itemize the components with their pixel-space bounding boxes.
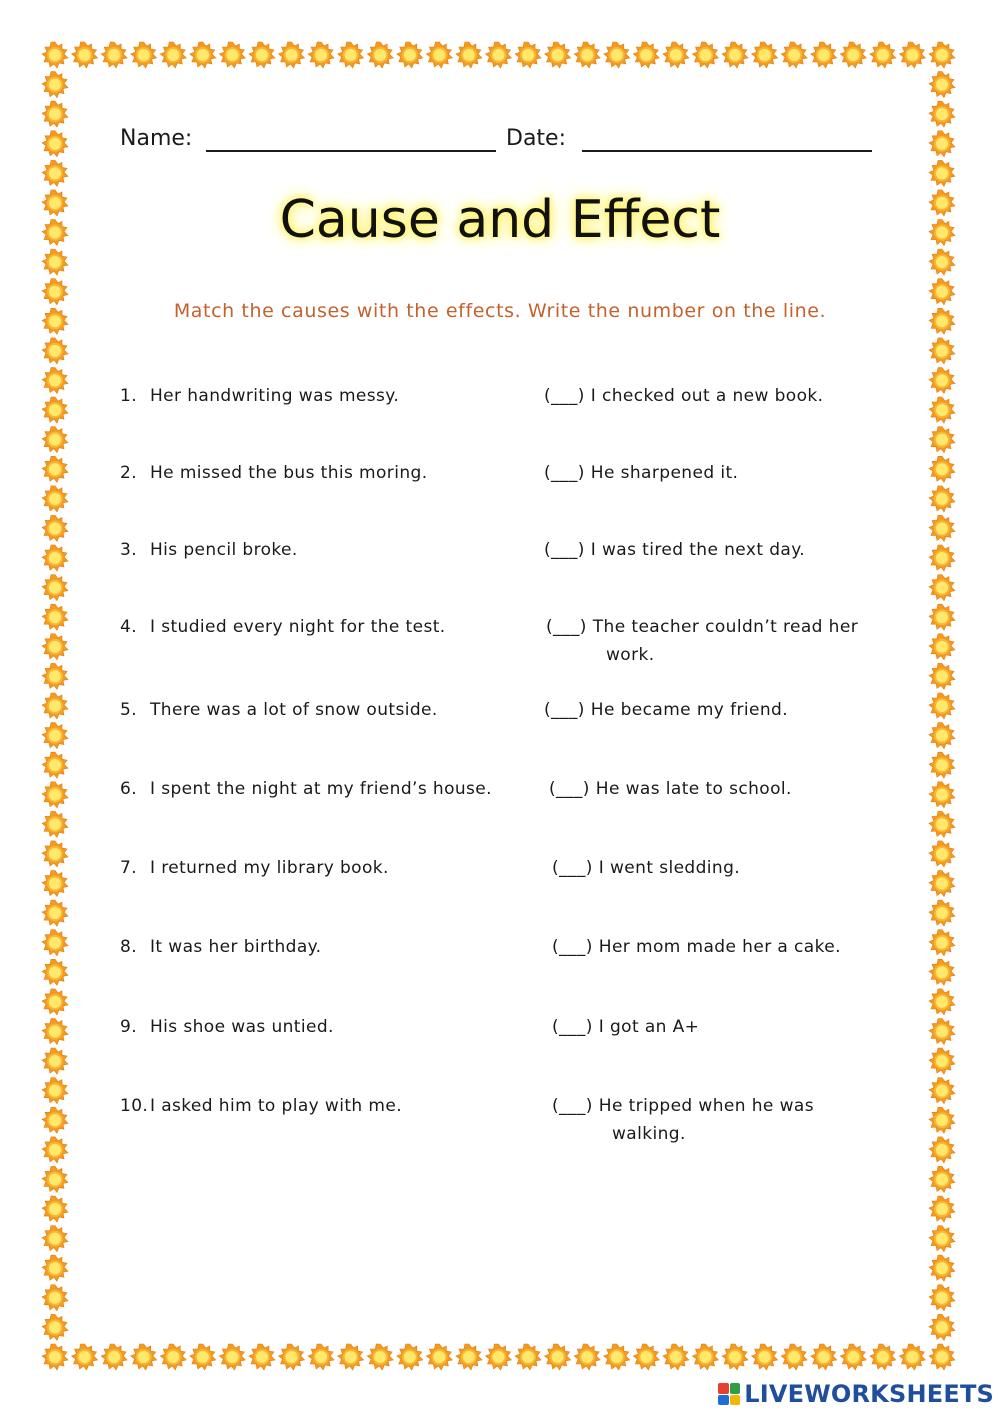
sun-icon: [42, 900, 68, 926]
sun-icon: [929, 486, 955, 512]
answer-blank[interactable]: (___): [552, 1096, 593, 1116]
effect-text: I went sledding.: [598, 858, 741, 878]
effect-item: [549, 779, 889, 799]
page-title: Cause and Effect: [279, 190, 721, 250]
sun-icon: [42, 397, 68, 423]
cause-item: [120, 858, 389, 878]
effect-text-continued: walking.: [612, 1124, 686, 1144]
sun-icon: [545, 42, 571, 68]
cause-number: 1.: [120, 386, 138, 406]
sun-icon: [279, 42, 305, 68]
cause-text: He missed the bus this moring.: [150, 463, 428, 483]
sun-icon: [42, 663, 68, 689]
brand-text: LIVEWORKSHEETS: [744, 1380, 994, 1408]
sun-icon: [899, 1344, 925, 1370]
sun-icon: [929, 456, 955, 482]
sun-icon: [486, 42, 512, 68]
cause-text: I studied every night for the test.: [150, 617, 446, 637]
sun-icon: [42, 930, 68, 956]
sun-icon: [722, 1344, 748, 1370]
sun-icon: [42, 604, 68, 630]
sun-icon: [42, 1314, 68, 1340]
sun-icon: [42, 101, 68, 127]
sun-icon: [42, 72, 68, 98]
sun-icon: [131, 42, 157, 68]
sun-icon: [42, 1255, 68, 1281]
sun-icon: [42, 811, 68, 837]
sun-icon: [42, 1285, 68, 1311]
sun-icon: [42, 723, 68, 749]
effect-text: He was late to school.: [595, 779, 792, 799]
effect-text: I got an A+: [598, 1017, 700, 1037]
sun-icon: [929, 989, 955, 1015]
sun-icon: [426, 42, 452, 68]
cause-text: It was her birthday.: [150, 937, 322, 957]
sun-icon: [279, 1344, 305, 1370]
effect-item: [552, 858, 892, 878]
sun-icon: [929, 42, 955, 68]
sun-icon: [42, 515, 68, 541]
sun-icon: [190, 1344, 216, 1370]
cause-text: His shoe was untied.: [150, 1017, 334, 1037]
sun-icon: [515, 42, 541, 68]
sun-icon: [929, 663, 955, 689]
cause-number: 5.: [120, 700, 138, 720]
sun-icon: [929, 368, 955, 394]
sun-icon: [42, 1226, 68, 1252]
name-label: Name:: [120, 126, 193, 151]
sun-icon: [633, 42, 659, 68]
sun-icon: [42, 1166, 68, 1192]
sun-icon: [426, 1344, 452, 1370]
sun-icon: [42, 693, 68, 719]
effect-item: [544, 463, 884, 483]
sun-icon: [929, 160, 955, 186]
sun-icon: [929, 515, 955, 541]
sun-icon: [840, 1344, 866, 1370]
sun-icon: [42, 782, 68, 808]
sun-icon: [486, 1344, 512, 1370]
sun-icon: [72, 1344, 98, 1370]
cause-item: [120, 779, 492, 799]
sun-icon: [545, 1344, 571, 1370]
cause-item: [120, 540, 298, 560]
effect-text-continued: work.: [606, 645, 655, 665]
cause-number: 4.: [120, 617, 138, 637]
sun-icon: [663, 42, 689, 68]
sun-icon: [42, 160, 68, 186]
cause-number: 7.: [120, 858, 138, 878]
name-date-line: [120, 122, 880, 158]
sun-icon: [929, 723, 955, 749]
sun-icon: [249, 42, 275, 68]
effect-item: [552, 1096, 892, 1144]
sun-icon: [308, 1344, 334, 1370]
sun-icon: [101, 1344, 127, 1370]
sun-icon: [929, 131, 955, 157]
sun-icon: [42, 1344, 68, 1370]
sun-icon: [338, 1344, 364, 1370]
sun-icon: [456, 1344, 482, 1370]
cause-number: 6.: [120, 779, 138, 799]
sun-icon: [42, 249, 68, 275]
sun-icon: [752, 42, 778, 68]
sun-icon: [42, 752, 68, 778]
liveworksheets-logo-icon: [718, 1383, 740, 1405]
sun-icon: [929, 575, 955, 601]
sun-icon: [929, 1344, 955, 1370]
cause-number: 9.: [120, 1017, 138, 1037]
sun-icon: [42, 486, 68, 512]
sun-icon: [899, 42, 925, 68]
sun-icon: [101, 42, 127, 68]
sun-icon: [929, 338, 955, 364]
sun-icon: [929, 1314, 955, 1340]
answer-blank[interactable]: (___): [552, 858, 593, 878]
sun-icon: [160, 42, 186, 68]
answer-blank[interactable]: (___): [544, 386, 585, 406]
effect-item: [544, 386, 884, 406]
sun-icon: [663, 1344, 689, 1370]
sun-icon: [367, 1344, 393, 1370]
instructions: Match the causes with the effects. Write the number on the line.: [173, 300, 827, 322]
cause-text: I spent the night at my friend’s house.: [150, 779, 492, 799]
effect-text: He tripped when he was: [598, 1096, 814, 1116]
cause-text: I returned my library book.: [150, 858, 389, 878]
effect-item: [544, 540, 884, 560]
sun-icon: [929, 1226, 955, 1252]
sun-icon: [929, 871, 955, 897]
sun-icon: [929, 959, 955, 985]
sun-icon: [929, 811, 955, 837]
sun-icon: [929, 1019, 955, 1045]
sun-icon: [692, 42, 718, 68]
answer-blank[interactable]: (___): [544, 463, 585, 483]
logo-square: [730, 1395, 741, 1406]
date-blank-line[interactable]: [582, 150, 872, 152]
sun-icon: [42, 131, 68, 157]
sun-icon: [929, 101, 955, 127]
sun-icon: [929, 604, 955, 630]
answer-blank[interactable]: (___): [552, 937, 593, 957]
sun-icon: [42, 1078, 68, 1104]
answer-blank[interactable]: (___): [544, 540, 585, 560]
cause-text: There was a lot of snow outside.: [150, 700, 438, 720]
sun-icon: [929, 900, 955, 926]
sun-icon: [397, 42, 423, 68]
sun-icon: [692, 1344, 718, 1370]
sun-icon: [160, 1344, 186, 1370]
sun-icon: [929, 1048, 955, 1074]
sun-icon: [42, 368, 68, 394]
cause-item: [120, 617, 446, 637]
effect-text: The teacher couldn’t read her: [592, 617, 859, 637]
sun-icon: [929, 841, 955, 867]
sun-icon: [929, 1196, 955, 1222]
sun-icon: [397, 1344, 423, 1370]
cause-text: Her handwriting was messy.: [150, 386, 400, 406]
cause-number: 3.: [120, 540, 138, 560]
answer-blank[interactable]: (___): [549, 779, 590, 799]
sun-icon: [840, 42, 866, 68]
sun-icon: [42, 989, 68, 1015]
effect-text: I checked out a new book.: [590, 386, 824, 406]
sun-icon: [929, 545, 955, 571]
cause-text: I asked him to play with me.: [150, 1096, 403, 1116]
sun-icon: [633, 1344, 659, 1370]
cause-number: 2.: [120, 463, 138, 483]
sun-icon: [811, 42, 837, 68]
sun-icon: [604, 42, 630, 68]
sun-icon: [929, 1107, 955, 1133]
sun-icon: [870, 1344, 896, 1370]
sun-icon: [42, 1196, 68, 1222]
sun-icon: [929, 693, 955, 719]
sun-icon: [929, 397, 955, 423]
sun-icon: [574, 42, 600, 68]
cause-number: 8.: [120, 937, 138, 957]
sun-icon: [42, 575, 68, 601]
sun-icon: [219, 42, 245, 68]
sun-icon: [781, 42, 807, 68]
cause-text: His pencil broke.: [150, 540, 298, 560]
sun-icon: [929, 72, 955, 98]
sun-icon: [42, 871, 68, 897]
cause-item: [120, 1017, 334, 1037]
sun-icon: [604, 1344, 630, 1370]
sun-icon: [42, 1019, 68, 1045]
answer-blank[interactable]: (___): [546, 617, 587, 637]
sun-icon: [42, 1107, 68, 1133]
logo-square: [718, 1383, 729, 1394]
sun-icon: [781, 1344, 807, 1370]
sun-icon: [72, 42, 98, 68]
effect-text: He sharpened it.: [590, 463, 739, 483]
sun-icon: [219, 1344, 245, 1370]
effect-item: [552, 937, 892, 957]
sun-icon: [42, 545, 68, 571]
sun-icon: [42, 1048, 68, 1074]
sun-icon: [811, 1344, 837, 1370]
sun-icon: [929, 427, 955, 453]
sun-icon: [42, 427, 68, 453]
effect-text: He became my friend.: [590, 700, 788, 720]
sun-icon: [929, 1137, 955, 1163]
date-label: Date:: [506, 126, 566, 151]
sun-icon: [929, 634, 955, 660]
sun-icon: [42, 959, 68, 985]
sun-icon: [929, 249, 955, 275]
cause-item: [120, 463, 428, 483]
sun-icon: [515, 1344, 541, 1370]
cause-item: [120, 937, 321, 957]
sun-icon: [929, 1078, 955, 1104]
cause-item: [120, 386, 399, 406]
sun-icon: [929, 782, 955, 808]
sun-icon: [456, 42, 482, 68]
sun-icon: [722, 42, 748, 68]
liveworksheets-brand: [718, 1379, 994, 1409]
sun-icon: [249, 1344, 275, 1370]
sun-icon: [929, 1255, 955, 1281]
sun-icon: [42, 634, 68, 660]
sun-icon: [929, 1166, 955, 1192]
sun-icon: [42, 456, 68, 482]
sun-icon: [42, 841, 68, 867]
sun-icon: [190, 42, 216, 68]
effect-text: Her mom made her a cake.: [598, 937, 841, 957]
sun-icon: [42, 1137, 68, 1163]
sun-icon: [929, 752, 955, 778]
logo-square: [718, 1395, 729, 1406]
effect-item: [552, 1017, 892, 1037]
sun-icon: [42, 338, 68, 364]
effect-text: I was tired the next day.: [590, 540, 806, 560]
logo-square: [730, 1383, 741, 1394]
sun-icon: [308, 42, 334, 68]
sun-icon: [42, 42, 68, 68]
sun-icon: [338, 42, 364, 68]
effect-item: [544, 700, 884, 720]
sun-icon: [131, 1344, 157, 1370]
cause-item: [120, 1096, 402, 1116]
answer-blank[interactable]: (___): [552, 1017, 593, 1037]
sun-icon: [367, 42, 393, 68]
sun-icon: [870, 42, 896, 68]
cause-item: [120, 700, 438, 720]
sun-icon: [752, 1344, 778, 1370]
cause-number: 10.: [120, 1096, 149, 1116]
effect-item: [546, 617, 886, 665]
sun-icon: [574, 1344, 600, 1370]
sun-icon: [929, 930, 955, 956]
name-blank-line[interactable]: [206, 150, 496, 152]
sun-icon: [929, 1285, 955, 1311]
answer-blank[interactable]: (___): [544, 700, 585, 720]
